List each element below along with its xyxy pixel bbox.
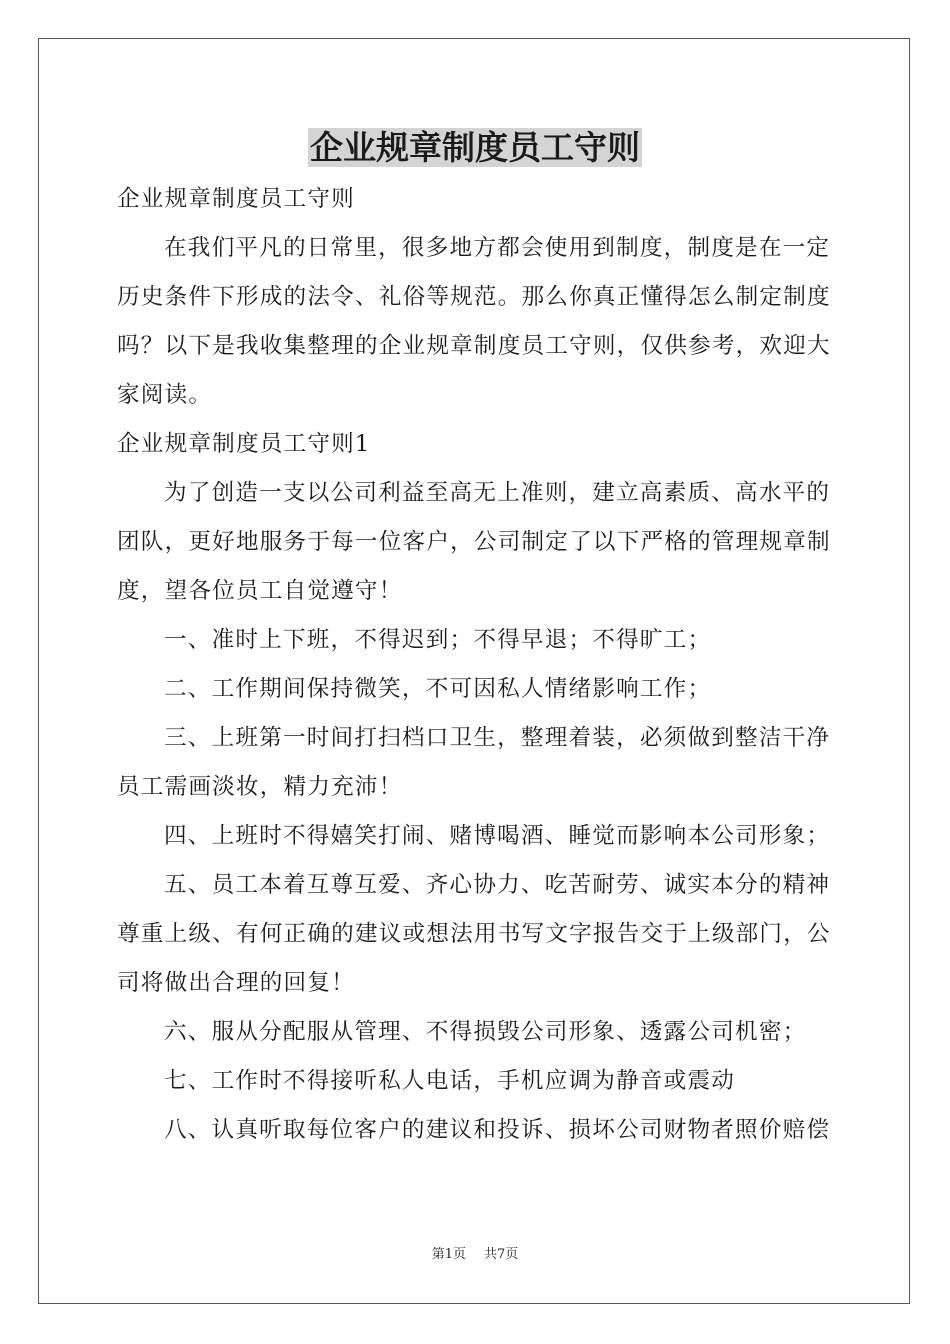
rule-item: 三、上班第一时间打扫档口卫生，整理着装，必须做到整洁干净员工需画淡妆，精力充沛！ xyxy=(117,725,831,800)
rule-item: 五、员工本着互尊互爱、齐心协力、吃苦耐劳、诚实本分的精神尊重上级、有何正确的建议或想法用书写文字报告交于上级部门，公司将做出合理的回复！ xyxy=(117,872,831,996)
rule-item: 六、服从分配服从管理、不得损毁公司形象、透露公司机密； xyxy=(164,1019,807,1045)
section-intro-paragraph: 为了创造一支以公司利益至高无上准则，建立高素质、高水平的团队，更好地服务于每一位客户，公司制定了以下严格的管理规章制度，望各位员工自觉遵守！ xyxy=(117,480,831,604)
rule-item: 七、工作时不得接听私人电话，手机应调为静音或震动 xyxy=(164,1068,736,1094)
section-heading: 企业规章制度员工守则1 xyxy=(117,431,371,457)
page-number: 第1页 xyxy=(431,1247,466,1262)
rule-item: 二、工作期间保持微笑，不可因私人情绪影响工作； xyxy=(164,676,712,702)
page-footer xyxy=(0,1246,950,1264)
intro-paragraph: 在我们平凡的日常里，很多地方都会使用到制度，制度是在一定历史条件下形成的法令、礼俗等规范。那么你真正懂得怎么制定制度吗？以下是我收集整理的企业规章制度员工守则，仅供参考，欢迎大家阅读。 xyxy=(117,235,831,408)
document-title-text: 企业规章制度员工守则 xyxy=(310,128,640,167)
rule-item: 八、认真听取每位客户的建议和投诉、损坏公司财物者照价赔偿 xyxy=(164,1117,831,1143)
rule-item: 一、准时上下班，不得迟到；不得早退；不得旷工； xyxy=(164,627,712,653)
document-body xyxy=(117,175,833,1155)
rule-item: 四、上班时不得嬉笑打闹、赌博喝酒、睡觉而影响本公司形象； xyxy=(164,823,831,849)
document-title xyxy=(0,126,950,170)
page-total: 共7页 xyxy=(484,1247,519,1262)
document-subtitle: 企业规章制度员工守则 xyxy=(117,186,355,212)
